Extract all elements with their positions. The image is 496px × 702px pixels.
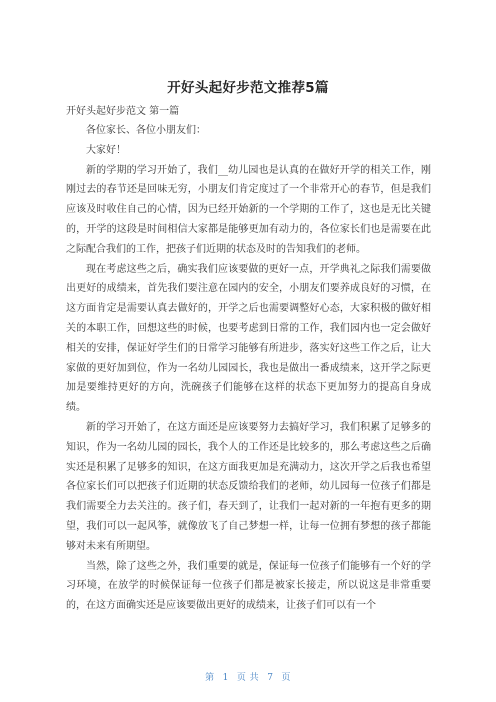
page-number-footer [0,670,496,683]
page-total: 7 [267,673,274,683]
page-suffix: 页 [281,673,291,683]
paragraph: 新的学期的学习开始了，我们__幼儿园也是认真的在做好开学的相关工作，刚刚过去的春节还是回味无穷，小朋友们肯定度过了一个非常开心的春节，但是我们应该及时收住自己的心情，因为已经开始新的一个学期的工作了，这也是无比关键的，开学的这段是时间相信大家都是能够更加有动力的，各位家长们也是需要在此之际配合我们的工作，把孩子们近期的状态及时的告知我们的老师。 [66,164,431,255]
document-title: 开好头起好步范文推荐5篇 [167,80,329,96]
page-label: 第 [205,673,215,683]
document-body [66,121,431,616]
paragraph-greeting: 各位家长、各位小朋友们： [86,125,206,136]
page-mid: 页 共 [236,673,260,683]
paragraph: 现在考虑这些之后，确实我们应该要做的更好一点，开学典礼之际我们需要做出更好的成绩来，首先我们要注意在园内的安全，小朋友们要养成良好的习惯，在这方面肯定是需要认真去做好的，开学之后也需要调整好心态，大家积极的做好相关的本职工作，回想这些的时候，也要考虑到日常的工作，我们园内也一定会做好相关的安排，保证好学生们的日常学习能够有所进步，落实好这些工作之后，让大家做的更好加到位，作为一名幼儿园园长，我也是做出一番成绩来，这开学之际更加是要维持更好的方向，洗碗孩子们能够在这样的状态下更加努力的提高自身成绩。 [66,263,431,414]
paragraph-hello: 大家好！ [86,144,126,156]
page-current: 1 [222,673,229,683]
document-subtitle: 开好头起好步范文 第一篇 [66,106,180,117]
paragraph: 新的学习开始了，在这方面还是应该要努力去搞好学习，我们积累了足够多的知识，作为一名幼儿园的园长，我个人的工作还是比较多的，那么考虑这些之后确实还是积累了足够多的知识，在这方面我更加是充满动力，这次开学之后我也希望各位家长们可以把孩子们近期的状态反馈给我们的老师，幼儿园每一位孩子们都是我们需要全力去关注的。孩子们，春天到了，让我们一起对新的一年抱有更多的期望，我们可以一起风筝，就像放飞了自己梦想一样，让每一位拥有梦想的孩子都能够对未来有所期望。 [66,421,431,552]
paragraph: 当然，除了这些之外，我们重要的就是，保证每一位孩子们能够有一个好的学习环境，在放学的时候保证每一位孩子们都是被家长接走，所以说这是非常重要的，在这方面确实还是应该要做出更好的成绩来，让孩子们可以有一个 [66,560,431,612]
